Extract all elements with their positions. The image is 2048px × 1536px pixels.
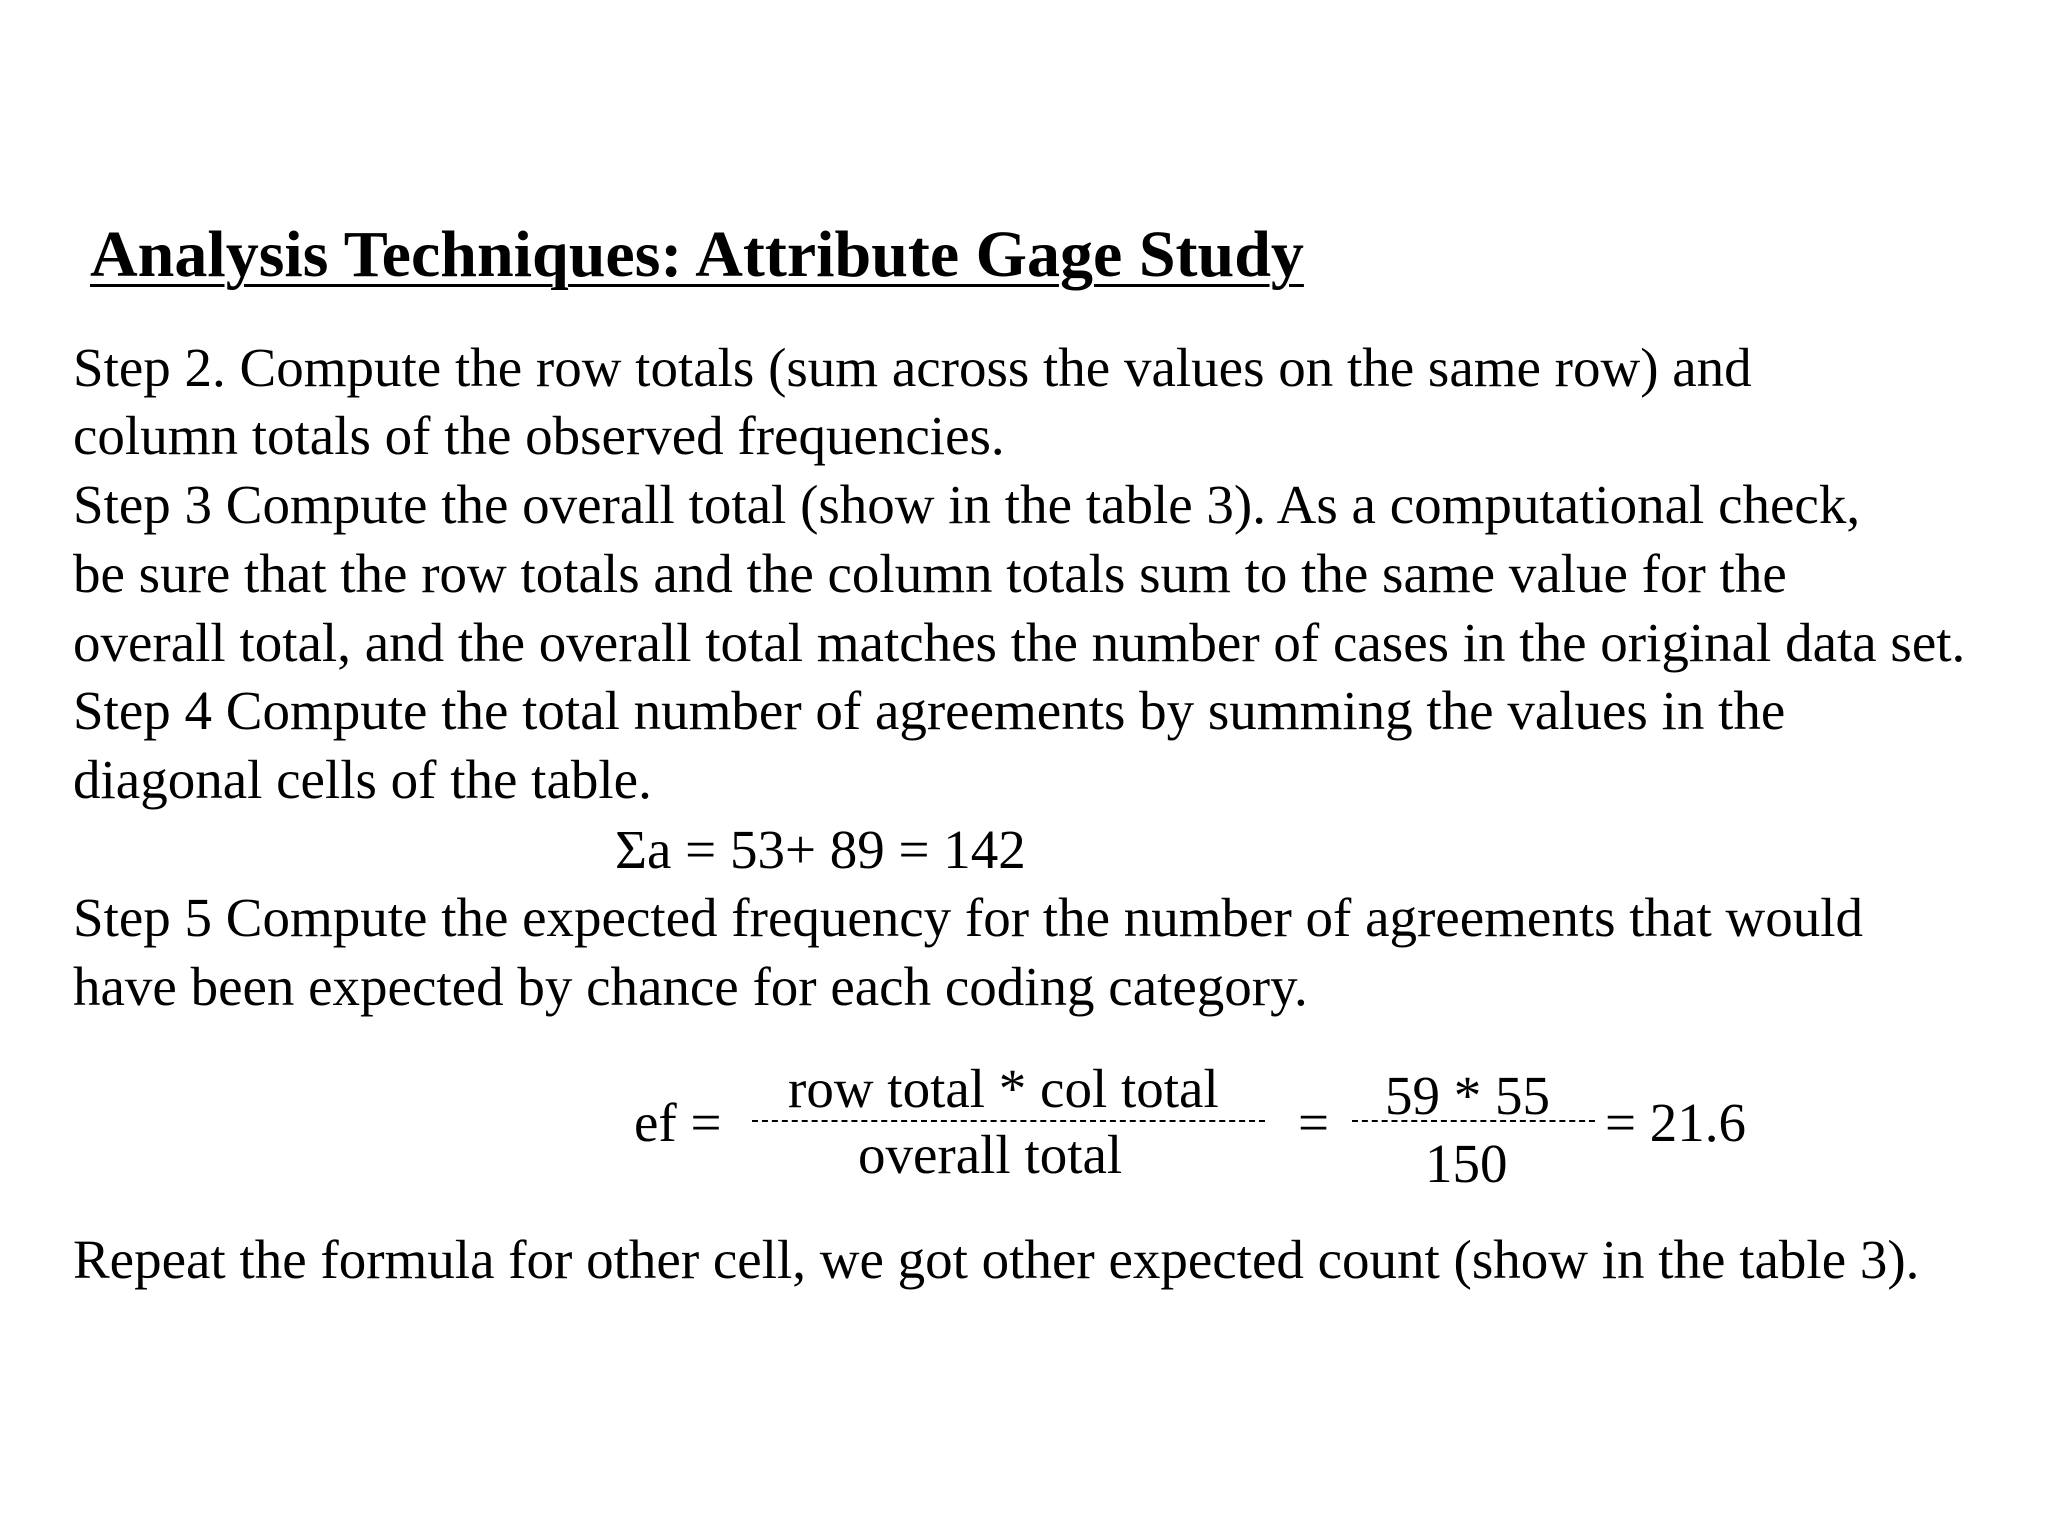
repeat-line: Repeat the formula for other cell, we got other expected count (show in the table 3).	[73, 1229, 1920, 1290]
ef-denominator: overall total	[858, 1124, 1123, 1185]
ef-fraction-bar	[752, 1120, 1265, 1122]
step-2-line-2: column totals of the observed frequencies.	[73, 405, 1005, 466]
ef-value-fraction-bar	[1352, 1120, 1595, 1122]
step-2-line-1: Step 2. Compute the row totals (sum across the values on the same row) and	[73, 337, 1752, 398]
ef-result: = 21.6	[1605, 1092, 1747, 1153]
ef-lhs: ef =	[634, 1092, 722, 1153]
step-5-line-2: have been expected by chance for each coding category.	[73, 956, 1308, 1017]
ef-numerator-value: 59 * 55	[1385, 1065, 1550, 1126]
step-3-line-2: be sure that the row totals and the column totals sum to the same value for the	[73, 543, 1787, 604]
step-4-line-2: diagonal cells of the table.	[73, 749, 652, 810]
ef-numerator: row total * col total	[788, 1058, 1219, 1119]
ef-equals-sign: =	[1298, 1092, 1330, 1153]
step-4-line-1: Step 4 Compute the total number of agreements by summing the values in the	[73, 680, 1786, 741]
slide-title: Analysis Techniques: Attribute Gage Study	[90, 218, 1304, 291]
ef-denominator-value: 150	[1425, 1133, 1508, 1194]
step-3-line-1: Step 3 Compute the overall total (show in the table 3). As a computational check,	[73, 474, 1861, 535]
sum-of-agreements-formula: Σa = 53+ 89 = 142	[615, 819, 1026, 880]
step-5-line-1: Step 5 Compute the expected frequency for the number of agreements that would	[73, 887, 1863, 948]
step-3-line-3: overall total, and the overall total matches the number of cases in the original data set.	[73, 612, 1966, 673]
